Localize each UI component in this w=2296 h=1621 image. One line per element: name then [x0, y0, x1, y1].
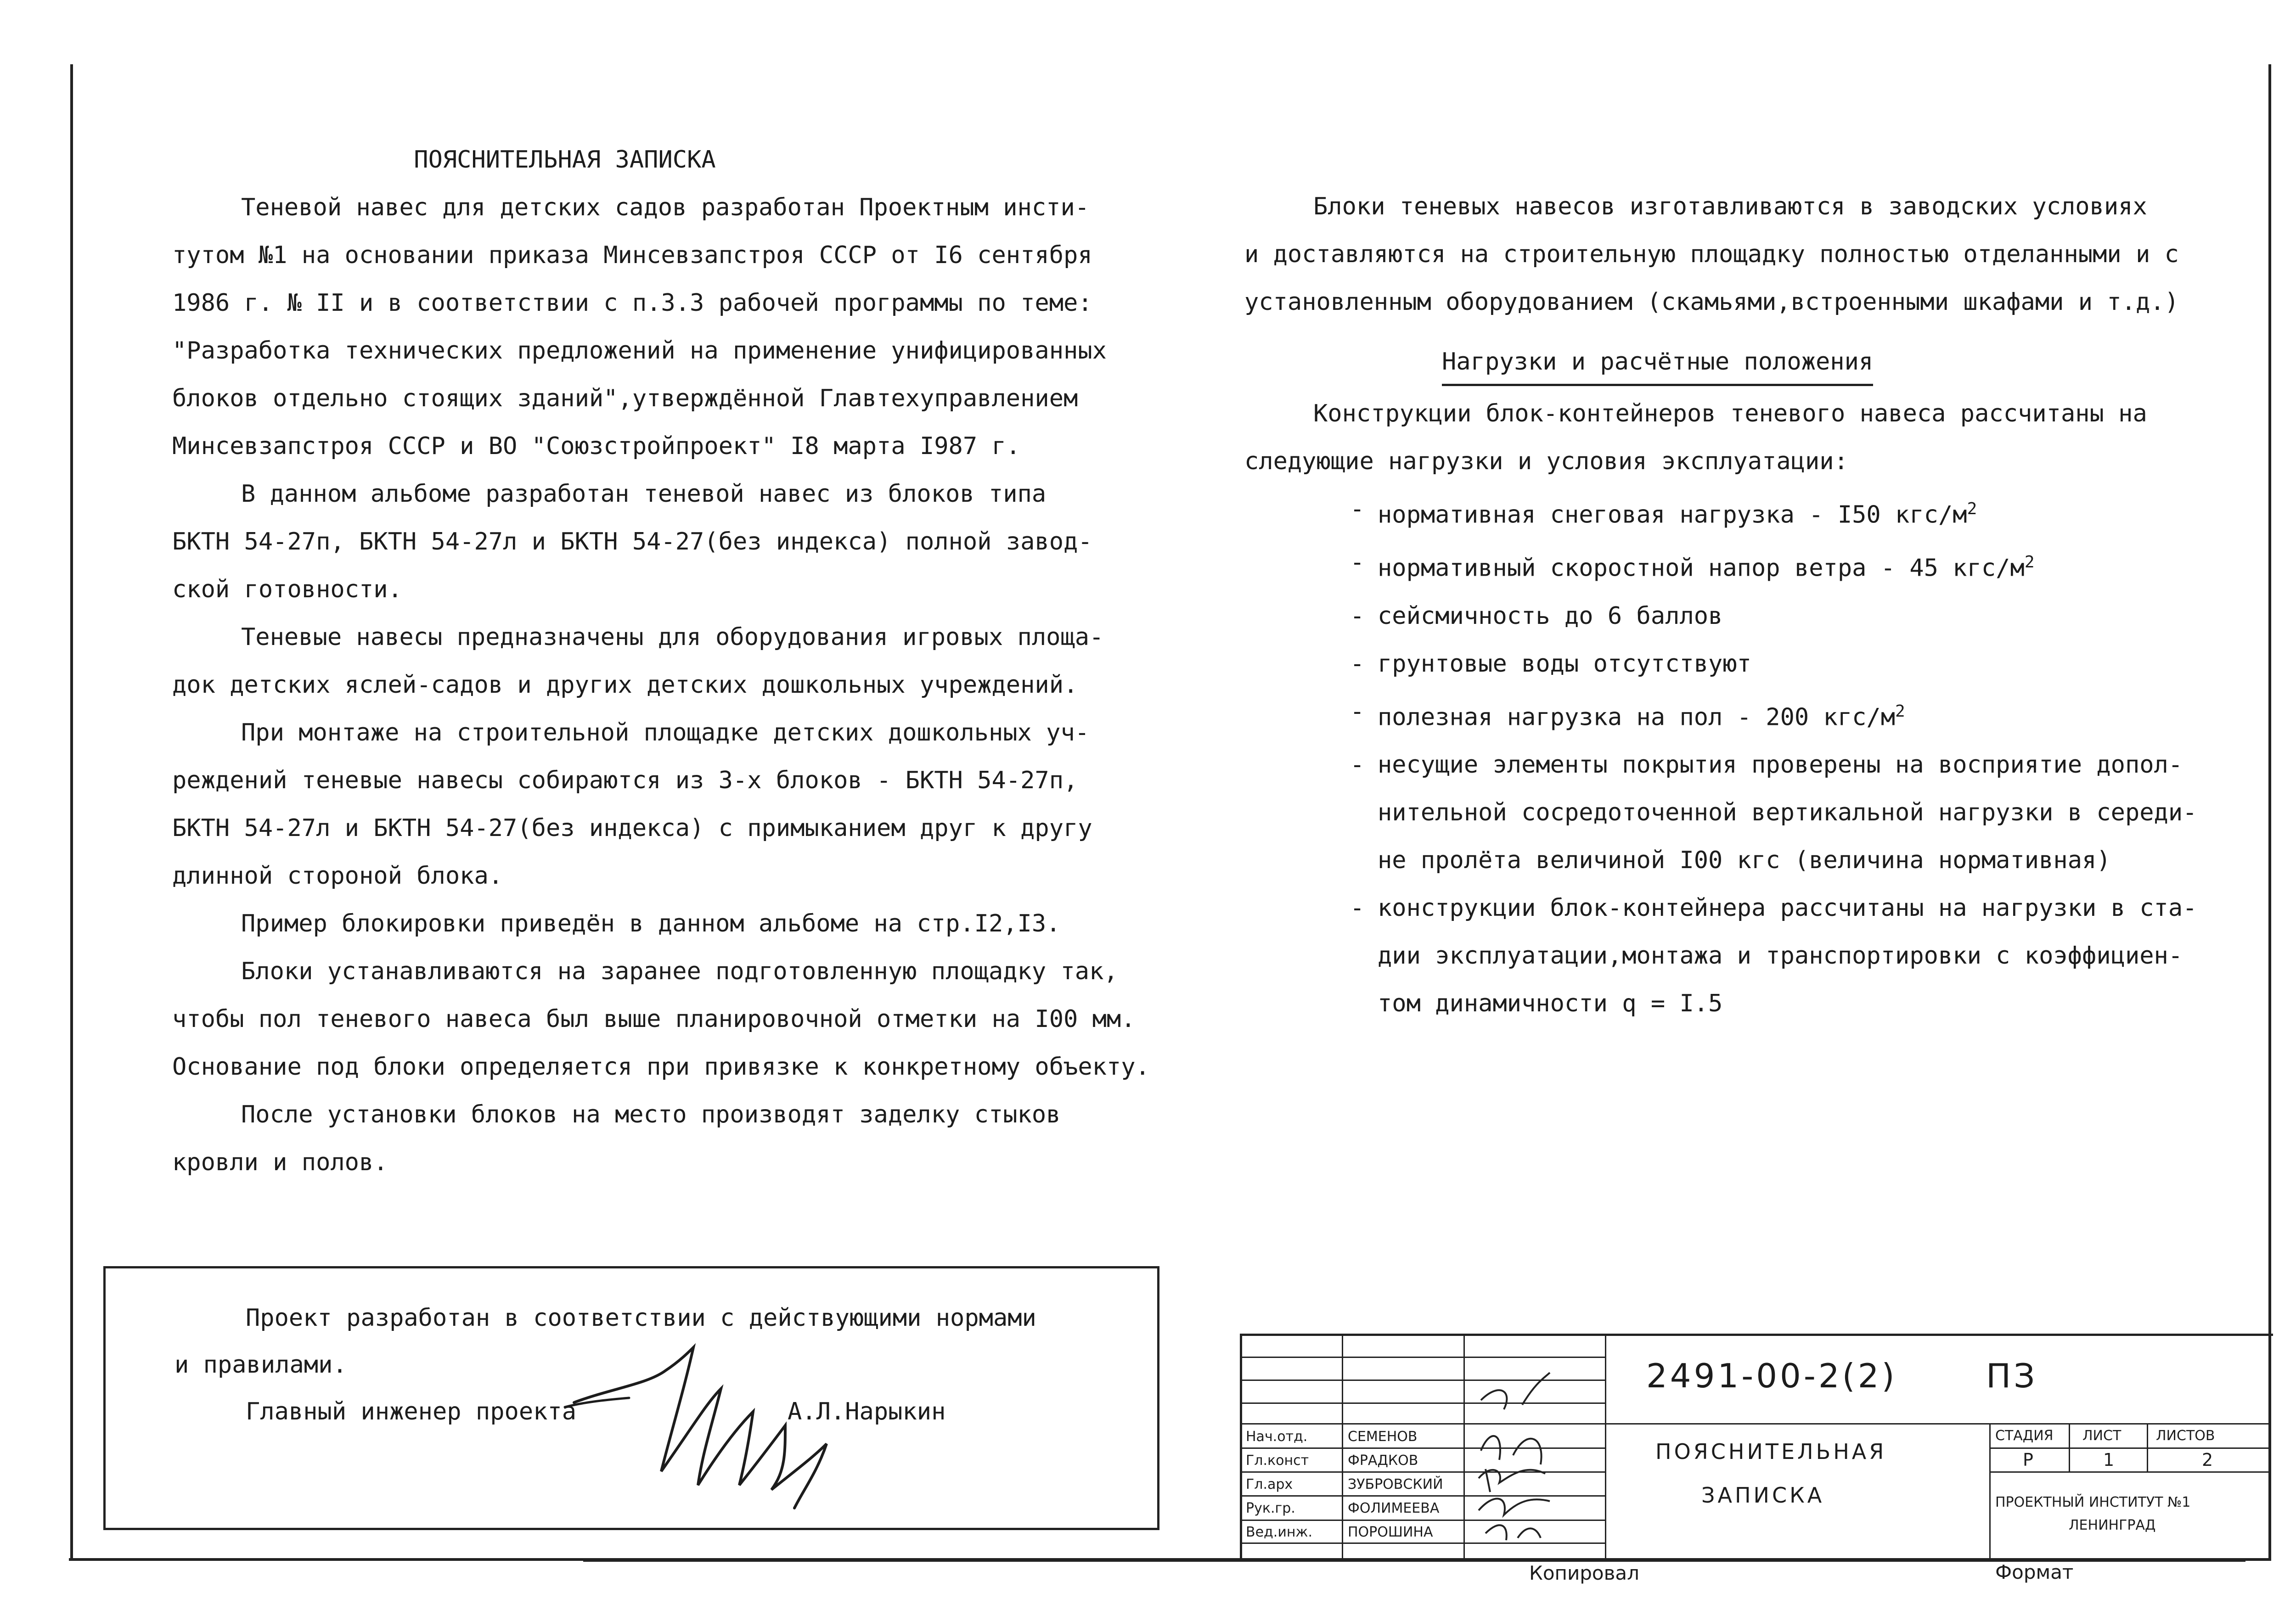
- chief-engineer-name: А.Л.Нарыкин: [788, 1398, 946, 1425]
- title-block-stamp: [1240, 1334, 2273, 1562]
- paragraph-line: установленным оборудованием (скамьями,встроенными шкафами и т.д.): [1244, 288, 2179, 316]
- paragraph-line: ской готовности.: [172, 576, 402, 603]
- paragraph-line: Блоки устанавливаются на заранее подготовленную площадку так,: [241, 958, 1118, 985]
- load-item-roof-cont: нительной сосредоточенной вертикальной нагрузки в середи-: [1378, 798, 2197, 826]
- paragraph-line: и доставляются на строительную площадку полностью отделанными и с: [1244, 241, 2179, 268]
- load-item-wind: - нормативный скоростной напор ветра - 45 кгс/$м^2$: [1350, 549, 2035, 582]
- paragraph-line: Пример блокировки приведён в данном альбоме на стр.I2,I3.: [241, 910, 1061, 937]
- paragraph-line: БКТН 54-27п, БКТН 54-27л и БКТН 54-27(без индекса) полной завод-: [172, 528, 1092, 555]
- load-item-design-cont: том динамичности q = I.5: [1378, 989, 1723, 1017]
- paragraph-line: Минсевзапстроя СССР и ВО "Союзстройпроект" I8 марта I987 г.: [172, 432, 1021, 460]
- name-folimeeva: ФОЛИМЕЕВА: [1348, 1500, 1440, 1516]
- load-item-design-cont: дии эксплуатации,монтажа и транспортировки с коэффициен-: [1378, 942, 2183, 970]
- paragraph-line: следующие нагрузки и условия эксплуатации:: [1244, 448, 1848, 475]
- organisation-city: ЛЕНИНГРАД: [2069, 1517, 2156, 1533]
- role-head-of-dept: Нач.отд.: [1246, 1429, 1308, 1445]
- paragraph-line: Теневые навесы предназначены для оборудования игровых площа-: [241, 623, 1104, 651]
- paragraph-line: блоков отдельно стоящих зданий",утверждённой Главтехуправлением: [172, 385, 1078, 412]
- paragraph-line: При монтаже на строительной площадке детских дошкольных уч-: [241, 719, 1090, 746]
- paragraph-line: Блоки теневых навесов изготавливаются в заводских условиях: [1313, 193, 2147, 220]
- load-item-snow: - нормативная снеговая нагрузка - I50 кгс/$м^2$: [1350, 495, 1977, 529]
- role-chief-designer: Гл.конст: [1246, 1453, 1309, 1469]
- paragraph-line: После установки блоков на место производят заделку стыков: [241, 1101, 1061, 1128]
- load-item-design: - конструкции блок-контейнера рассчитаны на нагрузки в ста-: [1350, 894, 2197, 922]
- paragraph-line: длинной стороной блока.: [172, 862, 503, 890]
- role-lead-engineer: Вед.инж.: [1246, 1524, 1312, 1540]
- paragraph-line: Теневой навес для детских садов разработан Проектным инсти-: [241, 194, 1090, 221]
- sheet-title-line1: ПОЯСНИТЕЛЬНАЯ: [1655, 1439, 1887, 1464]
- load-item-seismic: - сейсмичность до 6 баллов: [1350, 602, 1723, 630]
- load-item-roof-cont: не пролёта величиной I00 кгс (величина нормативная): [1378, 846, 2111, 874]
- copied-by-label: Копировал: [1529, 1562, 1639, 1584]
- paragraph-line: док детских яслей-садов и других детских дошкольных учреждений.: [172, 671, 1078, 699]
- right-text-column: [1244, 183, 2236, 1027]
- chief-engineer-label: Главный инженер проекта: [246, 1398, 577, 1425]
- document-code-suffix: ПЗ: [1986, 1357, 2038, 1395]
- paragraph-line: тутом №1 на основании приказа Минсевзапстроя СССР от I6 сентября: [172, 241, 1092, 269]
- role-group-leader: Рук.гр.: [1246, 1500, 1295, 1516]
- paragraph-line: БКТН 54-27л и БКТН 54-27(без индекса) с примыканием друг к другу: [172, 814, 1092, 842]
- frame-left-border: [70, 64, 73, 1561]
- organisation-name: ПРОЕКТНЫЙ ИНСТИТУТ №1: [1995, 1494, 2191, 1510]
- header-sheet: ЛИСТ: [2082, 1428, 2122, 1444]
- paragraph-line: Конструкции блок-контейнеров теневого навеса рассчитаны на: [1313, 400, 2147, 427]
- load-item-groundwater: - грунтовые воды отсутствуют: [1350, 650, 1751, 678]
- name-semenov: СЕМЕНОВ: [1348, 1429, 1418, 1445]
- header-stage: СТАДИЯ: [1995, 1428, 2054, 1444]
- paragraph-line: Основание под блоки определяется при привязке к конкретному объекту.: [172, 1053, 1150, 1081]
- loads-heading: Нагрузки и расчётные положения: [1442, 340, 1873, 386]
- sheet-value: 1: [2103, 1450, 2115, 1470]
- paragraph-line: реждений теневые навесы собираются из 3-х блоков - БКТН 54-27п,: [172, 767, 1078, 794]
- paragraph-line: 1986 г. № II и в соответствии с п.3.3 рабочей программы по теме:: [172, 289, 1092, 317]
- note-line: Проект разработан в соответствии с действующими нормами: [246, 1304, 1036, 1332]
- document-title: ПОЯСНИТЕЛЬНАЯ ЗАПИСКА: [414, 146, 716, 174]
- name-poroshina: ПОРОШИНА: [1348, 1524, 1433, 1540]
- header-sheets: ЛИСТОВ: [2156, 1428, 2215, 1444]
- paragraph-line: В данном альбоме разработан теневой навес из блоков типа: [241, 480, 1047, 508]
- document-code: 2491-00-2(2): [1646, 1357, 1897, 1395]
- role-chief-architect: Гл.арх: [1246, 1476, 1293, 1492]
- note-line: и правилами.: [174, 1351, 347, 1379]
- paragraph-line: кровли и полов.: [172, 1149, 388, 1176]
- sheet-title-line2: ЗАПИСКА: [1701, 1483, 1825, 1508]
- paragraph-line: чтобы пол теневого навеса был выше планировочной отметки на I00 мм.: [172, 1005, 1136, 1033]
- left-text-column: [172, 136, 1173, 1186]
- sheets-value: 2: [2202, 1450, 2213, 1470]
- format-label: Формат: [1995, 1561, 2074, 1583]
- chief-engineer-signature: [556, 1334, 877, 1526]
- load-item-floor: - полезная нагрузка на пол - 200 кгс/$м^2$: [1350, 697, 1905, 731]
- stage-value: Р: [2023, 1450, 2033, 1470]
- load-item-roof: - несущие элементы покрытия проверены на восприятие допол-: [1350, 751, 2183, 779]
- stamp-signatures: [1472, 1336, 1600, 1559]
- paragraph-line: "Разработка технических предложений на применение унифицированных: [172, 337, 1107, 365]
- name-fradkov: ФРАДКОВ: [1348, 1453, 1418, 1469]
- name-zubrovsky: ЗУБРОВСКИЙ: [1348, 1476, 1443, 1492]
